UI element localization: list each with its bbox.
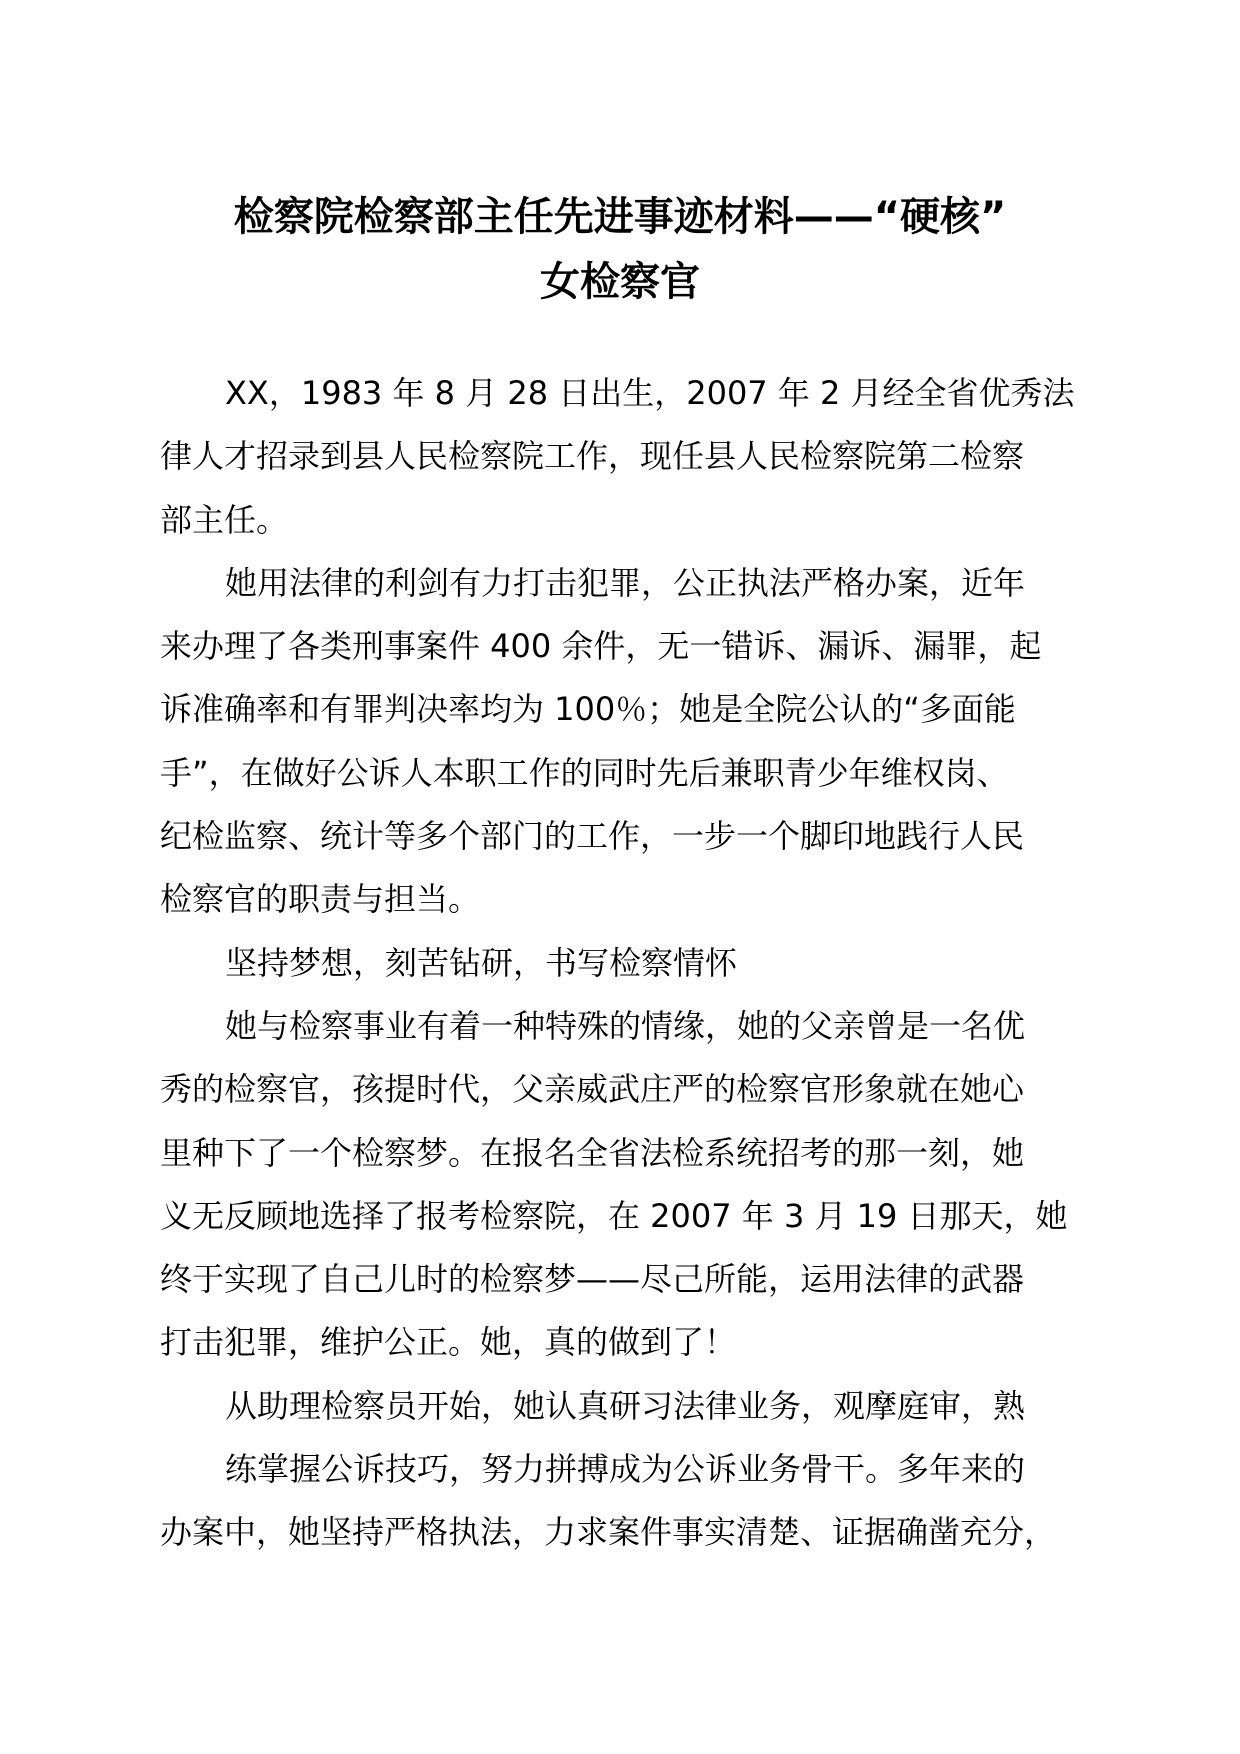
text-line: 里种下了一个检察梦。在报名全省法检系统招考的那一刻，她: [160, 1133, 1025, 1172]
text-line: 终于实现了自己儿时的检察梦——尽己所能，运用法律的武器: [160, 1260, 1025, 1299]
document-title: [150, 185, 1090, 315]
title-line-1: 检察院检察部主任先进事迹材料——“硬核”: [233, 194, 1007, 240]
text-line: 纪检监察、统计等多个部门的工作，一步一个脚印地践行人民: [160, 817, 1025, 856]
text-line: 练掌握公诉技巧，努力拼搏成为公诉业务骨干。多年来的: [225, 1450, 1026, 1489]
text-line: 诉准确率和有罪判决率均为 100％；她是全院公认的“多面能: [160, 690, 1016, 729]
text-line: 她用法律的利剑有力打击犯罪，公正执法严格办案，近年: [225, 563, 1026, 602]
text-line: 部主任。: [160, 500, 289, 539]
text-line: 打击犯罪，维护公正。她，真的做到了！: [160, 1323, 737, 1362]
text-line: 检察官的职责与担当。: [160, 880, 481, 919]
text-line: 秀的检察官，孩提时代，父亲威武庄严的检察官形象就在她心: [160, 1070, 1025, 1109]
title-line-2: 女检察官: [540, 259, 700, 305]
text-line: 律人才招录到县人民检察院工作，现任县人民检察院第二检察: [160, 437, 1025, 476]
document-body: [160, 362, 1120, 1565]
text-line: XX，1983 年 8 月 28 日出生，2007 年 2 月经全省优秀法: [225, 374, 1075, 412]
text-line: 她与检察事业有着一种特殊的情缘，她的父亲曾是一名优: [225, 1006, 1026, 1045]
text-line: 坚持梦想，刻苦钻研，书写检察情怀: [225, 943, 738, 982]
text-line: 义无反顾地选择了报考检察院，在 2007 年 3 月 19 日那天，她: [160, 1196, 1068, 1235]
text-line: 从助理检察员开始，她认真研习法律业务，观摩庭审，熟: [225, 1386, 1026, 1425]
text-line: 来办理了各类刑事案件 400 余件，无一错诉、漏诉、漏罪，起: [160, 627, 1042, 666]
text-line: 办案中，她坚持严格执法，力求案件事实清楚、证据确凿充分，: [160, 1513, 1057, 1552]
text-line: 手”，在做好公诉人本职工作的同时先后兼职青少年维权岗、: [160, 753, 1009, 792]
